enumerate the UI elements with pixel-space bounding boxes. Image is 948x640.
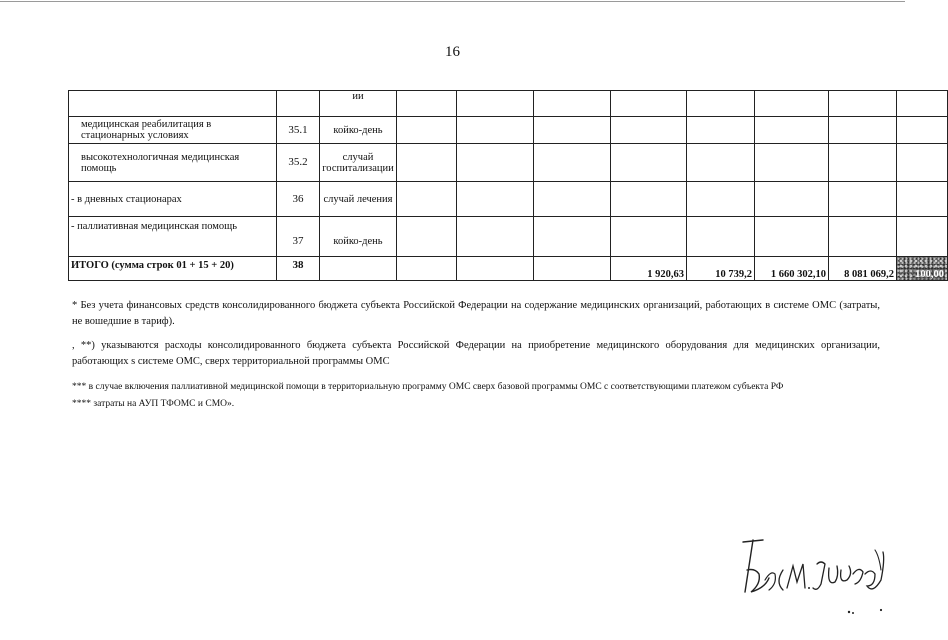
row-name: медицинская реабилитация в стационарных условиях	[69, 117, 277, 144]
total-row-name: ИТОГО (сумма строк 01 + 15 + 20)	[69, 257, 277, 281]
row-line-number: 37	[277, 217, 320, 257]
total-row-unit	[320, 257, 397, 281]
row-value	[611, 217, 687, 257]
row-unit: случай лечения	[320, 182, 397, 217]
total-row	[69, 257, 948, 281]
total-row-value: 1 920,63	[611, 257, 687, 281]
row-name	[69, 91, 277, 117]
row-value	[687, 91, 755, 117]
total-row-value: 1 660 302,10	[755, 257, 829, 281]
row-value	[755, 217, 829, 257]
footnote-1: * Без учета финансовых средств консолидированного бюджета субъекта Российской Федерации на содержание медицинских организаций, работающих в системе ОМС (затраты, не вошедшие в тариф).	[72, 300, 880, 327]
row-value	[611, 91, 687, 117]
row-value	[534, 91, 611, 117]
row-name: - в дневных стационарах	[69, 182, 277, 217]
row-value	[755, 144, 829, 182]
row-value	[687, 117, 755, 144]
total-row-percent-value: 100,00	[915, 269, 944, 280]
row-value	[457, 144, 534, 182]
row-line-number	[277, 91, 320, 117]
row-value	[534, 144, 611, 182]
row-line-number: 35.2	[277, 144, 320, 182]
row-value	[397, 144, 457, 182]
row-value	[897, 182, 948, 217]
row-value	[611, 182, 687, 217]
row-line-number: 36	[277, 182, 320, 217]
row-value	[829, 182, 897, 217]
row-unit: ии	[320, 91, 397, 117]
total-row-value	[397, 257, 457, 281]
table-row	[69, 144, 948, 182]
row-value	[457, 182, 534, 217]
row-value	[457, 91, 534, 117]
row-value	[397, 182, 457, 217]
footnote-2: , **) указываются расходы консолидированного бюджета субъекта Российской Федерации на приобретение медицинского оборудования для медицинских организации, работающих s системе ОМС, сверх территориальной программы ОМС	[72, 340, 880, 367]
footnote-4: **** затраты на АУП ТФОМС и СМО».	[72, 399, 235, 409]
total-row-value: 8 081 069,2	[829, 257, 897, 281]
page-number: 16	[445, 44, 460, 60]
row-value	[829, 217, 897, 257]
row-value	[611, 144, 687, 182]
row-line-number: 35.1	[277, 117, 320, 144]
table-row	[69, 91, 948, 117]
total-row-value: 10 739,2	[687, 257, 755, 281]
total-row-percent	[897, 257, 948, 281]
total-row-line-number: 38	[277, 257, 320, 281]
row-value	[897, 217, 948, 257]
table-row	[69, 117, 948, 144]
row-value	[397, 117, 457, 144]
scan-top-edge	[0, 1, 905, 2]
row-value	[829, 117, 897, 144]
row-name: высокотехнологичная медицинская помощь	[69, 144, 277, 182]
row-value	[687, 182, 755, 217]
row-name: - паллиативная медицинская помощь	[69, 217, 277, 257]
row-value	[457, 117, 534, 144]
table-row	[69, 182, 948, 217]
row-value	[534, 217, 611, 257]
footnote-3: *** в случае включения паллиативной медицинской помощи в территориальную программу ОМС сверх базовой программы ОМС с соответствующими платежом субъекта РФ	[72, 382, 784, 392]
row-value	[755, 91, 829, 117]
row-value	[897, 91, 948, 117]
budget-table	[68, 90, 948, 281]
row-value	[397, 91, 457, 117]
row-value	[755, 117, 829, 144]
row-value	[457, 217, 534, 257]
row-value	[829, 91, 897, 117]
row-value	[397, 217, 457, 257]
row-value	[687, 217, 755, 257]
row-value	[611, 117, 687, 144]
row-value	[534, 117, 611, 144]
row-value	[755, 182, 829, 217]
handwritten-signature	[725, 530, 895, 630]
row-unit: койко-день	[320, 217, 397, 257]
row-value	[897, 144, 948, 182]
row-value	[534, 182, 611, 217]
row-value	[687, 144, 755, 182]
row-unit: случай госпитализации	[320, 144, 397, 182]
total-row-value	[534, 257, 611, 281]
table-row	[69, 217, 948, 257]
row-value	[829, 144, 897, 182]
row-unit: койко-день	[320, 117, 397, 144]
row-value	[897, 117, 948, 144]
total-row-value	[457, 257, 534, 281]
